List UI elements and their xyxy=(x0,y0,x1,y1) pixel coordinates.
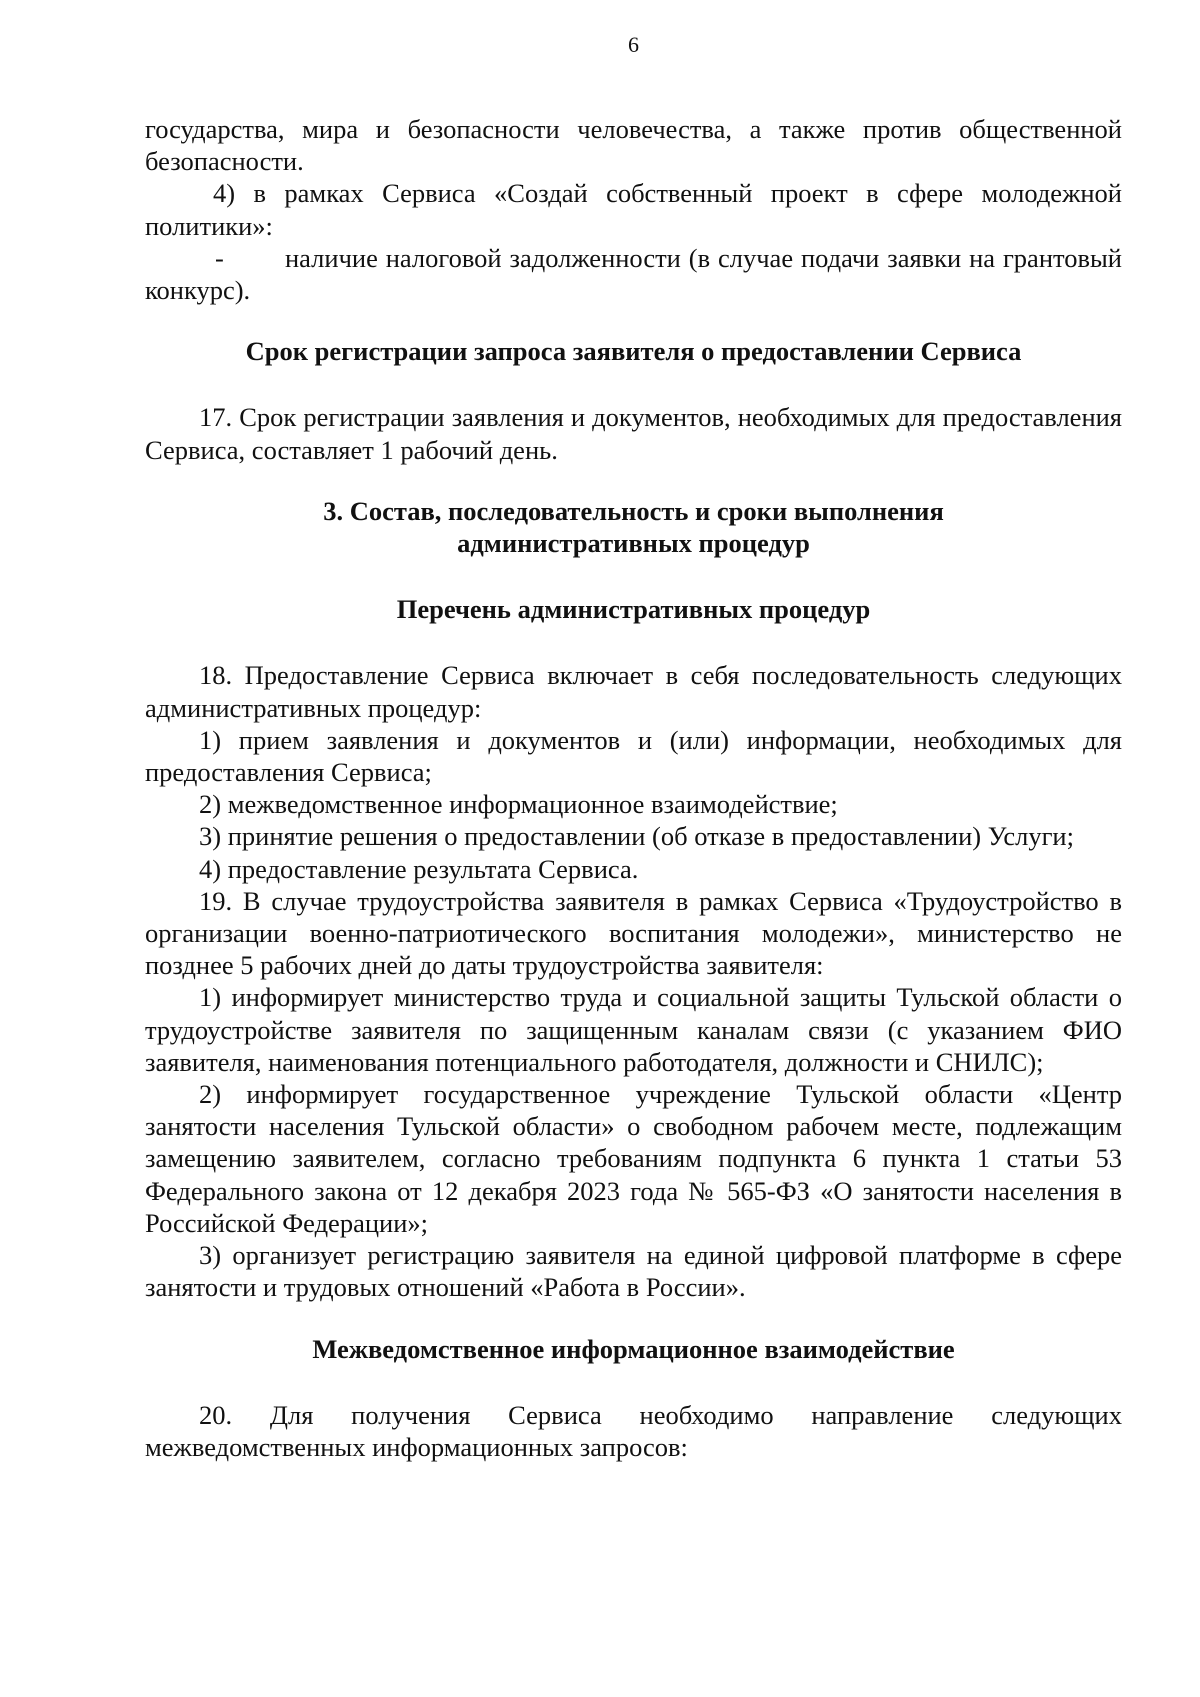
heading-interagency-interaction: Межведомственное информационное взаимодействие xyxy=(312,1333,955,1364)
paragraph-18-item-4: 4) предоставление результата Сервиса. xyxy=(199,853,639,884)
paragraph-19-item-3: 3) организует регистрацию заявителя на единой цифровой платформе в сфере занятости и трудовых отношений «Работа в России». xyxy=(145,1240,1122,1303)
paragraph-19-item-2: 2) информирует государственное учреждение Тульской области «Центр занятости населения Тульской области» о свободном рабочем месте, подлежащим замещению заявителем, согласно требованиям подпункта 6 пункта 1 статьи 53 Федерального закона от 12 декабря 2023 года № 565-ФЗ «О занятости населения в Российской Федерации»; xyxy=(145,1079,1122,1238)
paragraph-20: 20. Для получения Сервиса необходимо направление следующих межведомственных информационных запросов: xyxy=(145,1399,1122,1462)
paragraph-19: 19. В случае трудоустройства заявителя в рамках Сервиса «Трудоустройство в организации военно-патриотического воспитания молодежи», министерство не позднее 5 рабочих дней до даты трудоустройства заявителя: xyxy=(145,885,1122,981)
heading-section-3-line-2: административных процедур xyxy=(457,528,810,559)
heading-section-3 xyxy=(145,495,1122,559)
dash-item-text: наличие налоговой задолженности (в случае подачи заявки на грантовый конкурс). xyxy=(145,242,1122,306)
paragraph-18-item-3: 3) принятие решения о предоставлении (об отказе в предоставлении) Услуги; xyxy=(199,821,1074,852)
paragraph-continuation: государства, мира и безопасности человечества, а также против общественной безопасности. xyxy=(145,114,1122,177)
dash-marker: - xyxy=(215,242,224,273)
paragraph-item-4: 4) в рамках Сервиса «Создай собственный проект в сфере молодежной политики»: xyxy=(145,178,1122,241)
paragraph-18: 18. Предоставление Сервиса включает в себя последовательность следующих административных процедур: xyxy=(145,660,1122,723)
document-body xyxy=(145,113,1122,1463)
paragraph-17: 17. Срок регистрации заявления и документов, необходимых для предоставления Сервиса, составляет 1 рабочий день. xyxy=(145,402,1122,465)
heading-procedures-list: Перечень административных процедур xyxy=(396,594,871,625)
paragraph-18-item-1: 1) прием заявления и документов и (или) информации, необходимых для предоставления Сервиса; xyxy=(145,724,1122,788)
heading-section-3-line-1: 3. Состав, последовательность и сроки выполнения xyxy=(323,495,944,526)
paragraph-19-item-1: 1) информирует министерство труда и социальной защиты Тульской области о трудоустройстве заявителя по защищенным каналам связи (с указанием ФИО заявителя, наименования потенциального работодателя, должности и СНИЛС); xyxy=(145,982,1122,1077)
paragraph-dash-item xyxy=(145,242,1122,306)
page-number: 6 xyxy=(628,32,639,57)
heading-registration-term: Срок регистрации запроса заявителя о предоставлении Сервиса xyxy=(245,336,1022,367)
paragraph-18-item-2: 2) межведомственное информационное взаимодействие; xyxy=(199,789,838,820)
